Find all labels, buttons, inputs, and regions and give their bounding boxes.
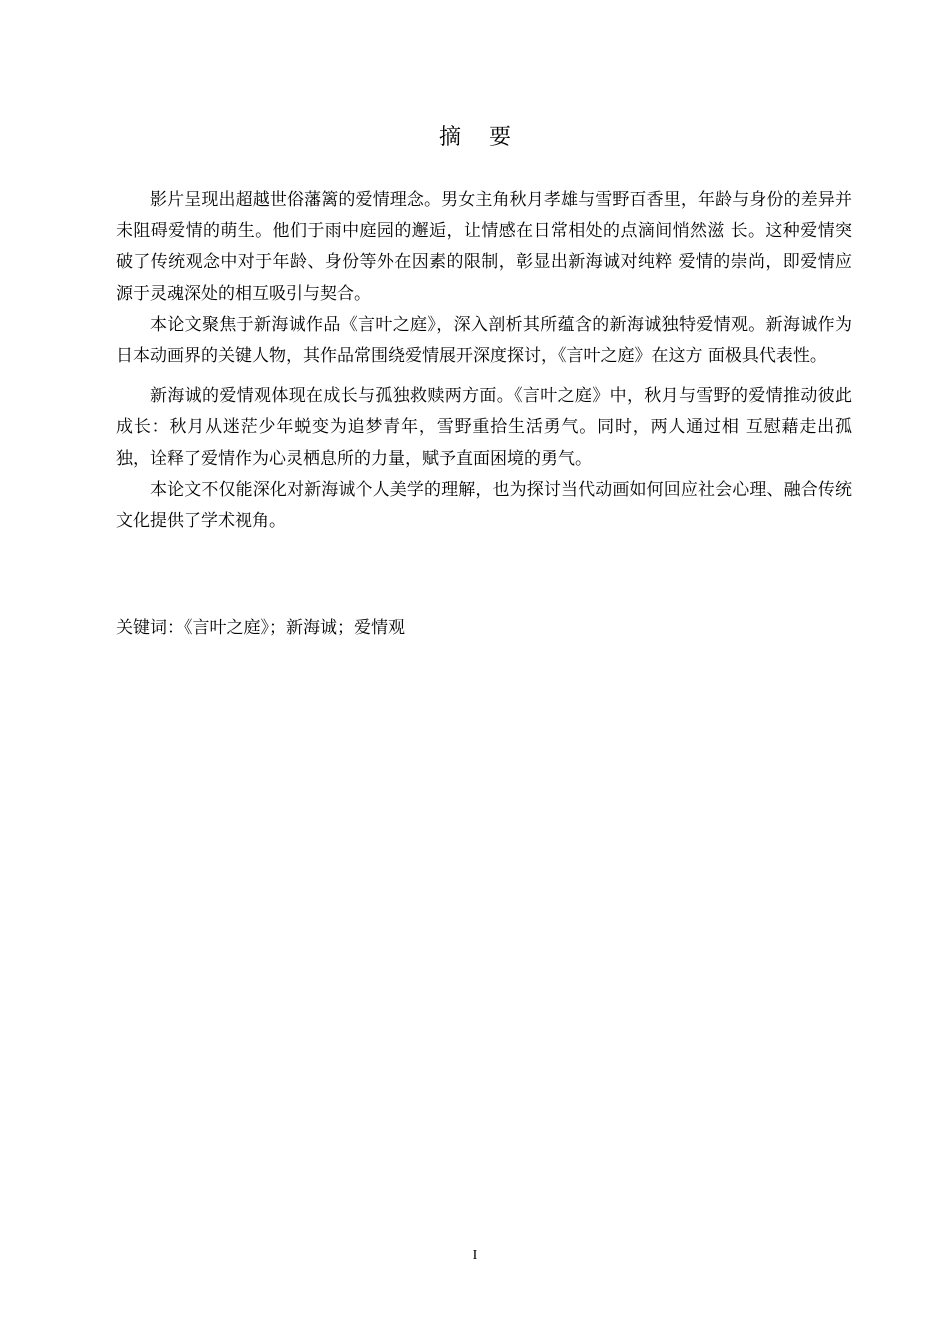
abstract-body	[116, 185, 852, 537]
abstract-title	[0, 121, 950, 155]
keywords-line: 关键词：《言叶之庭》；新海诚；爱情观	[116, 618, 405, 638]
abstract-title-char-2: 要	[489, 125, 512, 150]
abstract-title-char-1: 摘	[438, 125, 461, 150]
page-number: I	[472, 1248, 478, 1263]
abstract-paragraph-2: 本论文聚焦于新海诚作品《言叶之庭》，深入剖析其所蕴含的新海诚独特爱情观。新海诚作为日本动画界的关键人物，其作品常围绕爱情展开深度探讨，《言叶之庭》在这方 面极具代表性。	[116, 314, 852, 367]
abstract-paragraph-3: 新海诚的爱情观体现在成长与孤独救赎两方面。《言叶之庭》中，秋月与雪野的爱情推动彼此成长：秋月从迷茫少年蜕变为追梦青年，雪野重拾生活勇气。同时，两人通过相 互慰藉走出孤独，诠释了爱情作为心灵栖息所的力量，赋予直面困境的勇气。	[116, 386, 852, 469]
abstract-paragraph-1: 影片呈现出超越世俗藩篱的爱情理念。男女主角秋月孝雄与雪野百香里，年龄与身份的差异并未阻碍爱情的萌生。他们于雨中庭园的邂逅，让情感在日常相处的点滴间悄然滋 长。这种爱情突破了传统观念中对于年龄、身份等外在因素的限制，彰显出新海诚对纯粹 爱情的崇尚，即爱情应源于灵魂深处的相互吸引与契合。	[116, 190, 852, 304]
abstract-paragraph-4: 本论文不仅能深化对新海诚个人美学的理解，也为探讨当代动画如何回应社会心理、融合传统文化提供了学术视角。	[116, 479, 852, 532]
